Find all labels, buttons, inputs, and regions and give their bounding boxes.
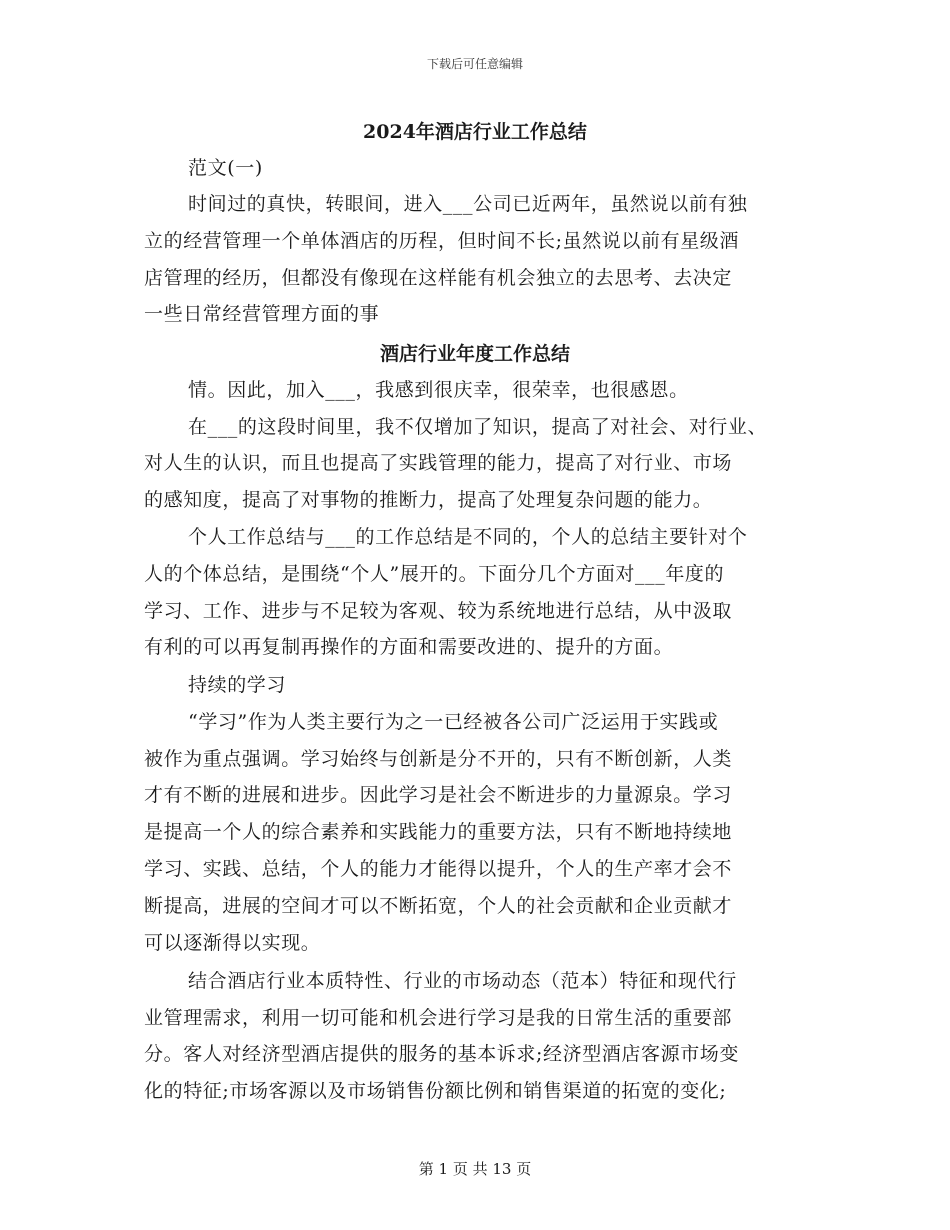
section-heading: 持续的学习 — [188, 674, 287, 696]
paragraph-line: 化的特征;市场客源以及市场销售份额比例和销售渠道的拓宽的变化; — [144, 1080, 727, 1102]
paragraph-line: “学习”作为人类主要行为之一已经被各公司广泛运用于实践或 — [188, 711, 719, 733]
paragraph-line: 断提高，进展的空间才可以不断拓宽，个人的社会贡献和企业贡献才 — [144, 895, 733, 917]
section-title: 酒店行业年度工作总结 — [379, 343, 570, 365]
paragraph-line: 的感知度，提高了对事物的推断力，提高了处理复杂问题的能力。 — [144, 489, 713, 511]
paragraph-line: 可以逐渐得以实现。 — [144, 932, 321, 954]
paragraph-line: 情。因此，加入___，我感到很庆幸，很荣幸，也很感恩。 — [188, 379, 689, 401]
paragraph-line: 时间过的真快，转眼间，进入___公司已近两年，虽然说以前有独 — [188, 193, 748, 215]
paragraph-line: 业管理需求，利用一切可能和机会进行学习是我的日常生活的重要部 — [144, 1007, 733, 1029]
paragraph-line: 被作为重点强调。学习始终与创新是分不开的，只有不断创新，人类 — [144, 748, 733, 770]
paragraph-line: 结合酒店行业本质特性、行业的市场动态（范本）特征和现代行 — [188, 970, 737, 992]
paragraph-line: 对人生的认识，而且也提高了实践管理的能力，提高了对行业、市场 — [144, 452, 733, 474]
paragraph-line: 学习、实践、总结，个人的能力才能得以提升，个人的生产率才会不 — [144, 858, 733, 880]
paragraph-line: 才有不断的进展和进步。因此学习是社会不断进步的力量源泉。学习 — [144, 784, 733, 806]
paragraph-line: 有利的可以再复制再操作的方面和需要改进的、提升的方面。 — [144, 636, 674, 658]
paragraph-line: 人的个体总结，是围绕“个人”展开的。下面分几个方面对___年度的 — [144, 563, 725, 585]
paragraph-line: 个人工作总结与___的工作总结是不同的，个人的总结主要针对个 — [188, 526, 748, 548]
section-label: 范文(一) — [188, 157, 263, 179]
paragraph-line: 店管理的经历，但都没有像现在这样能有机会独立的去思考、去决定 — [144, 267, 733, 289]
paragraph-line: 在___的这段时间里，我不仅增加了知识，提高了对社会、对行业、 — [188, 416, 768, 438]
header-note: 下载后可任意编辑 — [426, 57, 523, 71]
page-number-footer: 第 1 页 共 13 页 — [418, 1160, 532, 1178]
paragraph-line: 一些日常经营管理方面的事 — [144, 303, 380, 325]
document-title: 2024年酒店行业工作总结 — [363, 121, 587, 143]
paragraph-line: 分。客人对经济型酒店提供的服务的基本诉求;经济型酒店客源市场变 — [144, 1043, 740, 1065]
paragraph-line: 是提高一个人的综合素养和实践能力的重要方法，只有不断地持续地 — [144, 821, 733, 843]
paragraph-line: 学习、工作、进步与不足较为客观、较为系统地进行总结，从中汲取 — [144, 600, 733, 622]
paragraph-line: 立的经营管理一个单体酒店的历程，但时间不长;虽然说以前有星级酒 — [144, 230, 740, 252]
